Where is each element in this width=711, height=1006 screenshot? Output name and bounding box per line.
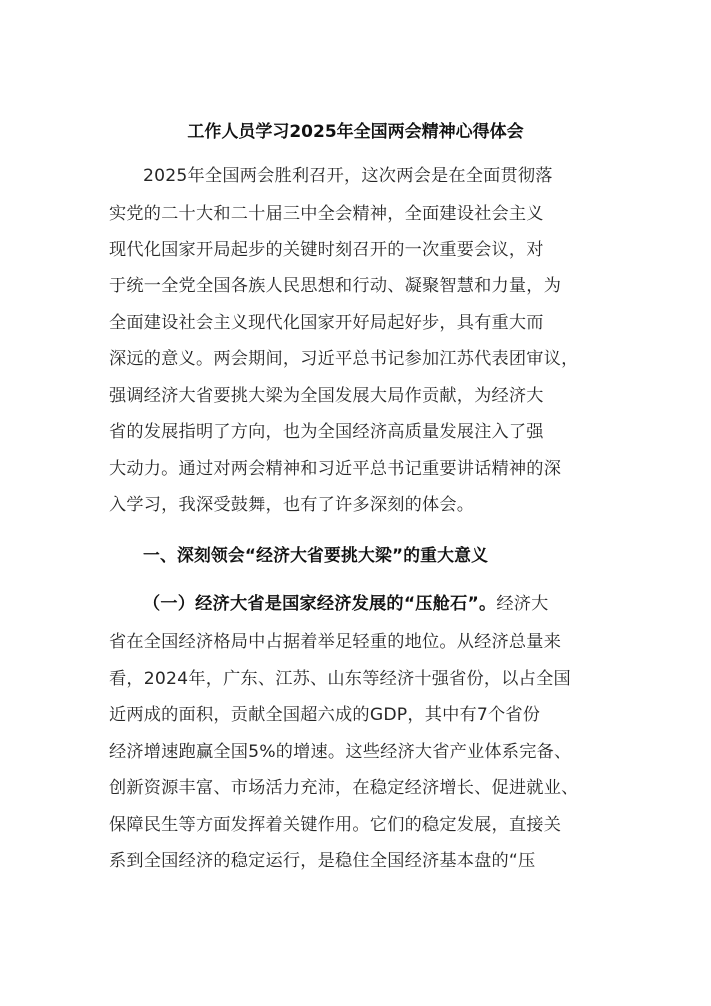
paragraph-line: 看，2024年，广东、江苏、山东等经济十强省份，以占全国 bbox=[109, 669, 571, 689]
paragraph-line: 现代化国家开局起步的关键时刻召开的一次重要会议，对 bbox=[109, 240, 544, 260]
paragraph-line: 2025年全国两会胜利召开，这次两会是在全面贯彻落 bbox=[143, 166, 553, 186]
paragraph-line-rest: 经济大 bbox=[496, 594, 549, 614]
paragraph-line: 近两成的面积，贡献全国超六成的GDP，其中有7个省份 bbox=[109, 705, 541, 725]
paragraph-line: 创新资源丰富、市场活力充沛，在稳定经济增长、促进就业、 bbox=[109, 778, 579, 798]
paragraph-line: 省在全国经济格局中占据着举足轻重的地位。从经济总量来 bbox=[109, 632, 562, 652]
paragraph-line: 实党的二十大和二十届三中全会精神，全面建设社会主义 bbox=[109, 204, 544, 224]
subsection-lead: （一）经济大省是国家经济发展的“压舱石”。 bbox=[143, 594, 497, 614]
paragraph-line: 深远的意义。两会期间，习近平总书记参加江苏代表团审议， bbox=[109, 349, 579, 369]
paragraph-line: 于统一全党全国各族人民思想和行动、凝聚智慧和力量，为 bbox=[109, 276, 562, 296]
paragraph-line: 省的发展指明了方向，也为全国经济高质量发展注入了强 bbox=[109, 422, 544, 442]
paragraph-line: 大动力。通过对两会精神和习近平总书记重要讲话精神的深 bbox=[109, 459, 562, 479]
document-title: 工作人员学习2025年全国两会精神心得体会 bbox=[187, 122, 524, 142]
paragraph-line: 入学习，我深受鼓舞，也有了许多深刻的体会。 bbox=[109, 495, 475, 515]
paragraph-line bbox=[143, 592, 549, 616]
paragraph-line: 经济增速跑赢全国5%的增速。这些经济大省产业体系完备、 bbox=[109, 742, 572, 762]
paragraph-line: 全面建设社会主义现代化国家开好局起好步，具有重大而 bbox=[109, 313, 544, 333]
paragraph-line: 强调经济大省要挑大梁为全国发展大局作贡献，为经济大 bbox=[109, 386, 544, 406]
paragraph-line: 保障民生等方面发挥着关键作用。它们的稳定发展，直接关 bbox=[109, 815, 562, 835]
section-heading: 一、深刻领会“经济大省要挑大梁”的重大意义 bbox=[143, 545, 489, 565]
paragraph-line: 系到全国经济的稳定运行，是稳住全国经济基本盘的“压 bbox=[109, 851, 536, 871]
